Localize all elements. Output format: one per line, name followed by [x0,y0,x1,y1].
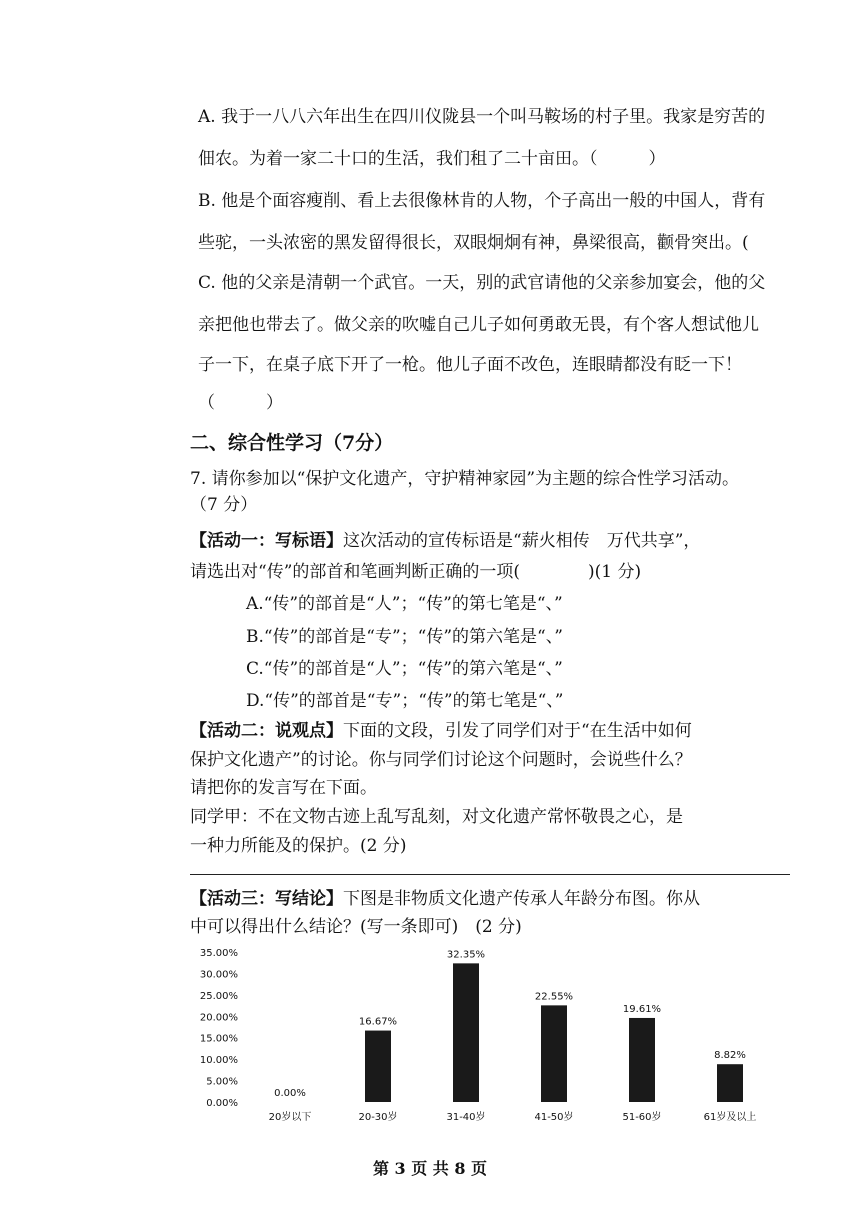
activity-3-text-1: 下图是非物质文化遗产传承人年龄分布图。你从 [343,889,700,909]
activity-2-text-3: 请把你的发言写在下面。 [190,778,377,798]
activity-2-text-1: 下面的文段，引发了同学们对于“在生活中如何 [343,721,692,741]
bar-value-label: 22.55% [534,991,574,1003]
bar-value-label: 0.00% [274,1088,306,1099]
option-d[interactable]: D.“传”的部首是“专”；“传”的第七笔是“、” [246,691,564,711]
x-tick-label: 41-50岁 [534,1112,574,1123]
option-a[interactable]: A.“传”的部首是“人”；“传”的第七笔是“、” [246,594,563,614]
divider-rule [190,874,790,875]
option-b[interactable]: B.“传”的部首是“专”；“传”的第六笔是“、” [246,627,563,647]
x-tick-label: 51-60岁 [622,1112,662,1123]
bar [453,963,479,1102]
x-tick-label: 31-40岁 [446,1112,486,1123]
y-tick-label: 0.00% [206,1098,238,1109]
y-tick-label: 30.00% [199,969,238,981]
passage-b-line-1: B. 他是个面容瘦削、看上去很像林肯的人物，个子高出一般的中国人，背有 [198,191,766,211]
bar [629,1018,655,1102]
passage-c-line-1: C. 他的父亲是清朝一个武官。一天，别的武官请他的父亲参加宴会，他的父 [198,273,766,293]
student-answer-line-1: 同学甲：不在文物古迹上乱写乱刻，对文化遗产常怀敬畏之心，是 [190,807,683,827]
bar-value-label: 32.35% [446,949,486,961]
activity-2-text-2: 保护文化遗产”的讨论。你与同学们讨论这个问题时，会说些什么？ [190,750,692,770]
y-tick-label: 15.00% [199,1033,238,1045]
section-title: 二、综合性学习（7分） [190,432,394,454]
passage-b-line-2: 些驼，一头浓密的黑发留得很长，双眼炯炯有神，鼻梁很高，颧骨突出。( [198,233,749,253]
activity-3-text-2: 中可以得出什么结论？(写一条即可) (2 分) [190,917,522,937]
bar [541,1005,567,1102]
y-tick-label: 5.00% [206,1076,238,1088]
bar-value-label: 16.67% [358,1016,398,1028]
activity-1-header: 【活动一：写标语】 [190,531,343,551]
bar-value-label: 8.82% [714,1050,746,1062]
activity-1-text-1: 这次活动的宣传标语是“薪火相传 万代共享”， [343,531,701,551]
bar [365,1031,391,1102]
passage-c-line-2: 亲把他也带去了。做父亲的吹嘘自己儿子如何勇敢无畏，有个客人想试他儿 [198,315,759,335]
age-distribution-chart [190,942,770,1132]
passage-a-line-2: 佃农。为着一家二十口的生活，我们租了二十亩田。（ ） [198,149,666,169]
activity-3-line-1 [190,888,700,910]
y-tick-label: 10.00% [199,1055,238,1067]
bar [717,1064,743,1102]
question-7-line-1: 7. 请你参加以“保护文化遗产，守护精神家园”为主题的综合性学习活动。 [190,469,740,489]
passage-c-answer-blank[interactable]: （ ） [198,393,283,413]
student-answer-line-2: 一种力所能及的保护。(2 分) [190,836,407,856]
y-tick-label: 35.00% [199,948,238,959]
y-tick-label: 20.00% [199,1012,238,1024]
option-c[interactable]: C.“传”的部首是“人”；“传”的第六笔是“、” [246,659,563,679]
question-7-line-2: （7 分） [190,495,258,515]
passage-a-line-1: A. 我于一八八六年出生在四川仪陇县一个叫马鞍场的村子里。我家是穷苦的 [198,107,766,127]
page-footer: 第 3 页 共 8 页 [372,1159,488,1178]
x-tick-label: 61岁及以上 [703,1112,757,1123]
activity-1-text-2: 请选出对“传”的部首和笔画判断正确的一项( )(1 分) [190,562,642,582]
activity-2-header: 【活动二：说观点】 [190,721,343,741]
passage-c-line-3: 子一下，在桌子底下开了一枪。他儿子面不改色，连眼睛都没有眨一下！ [198,355,742,375]
activity-3-header: 【活动三：写结论】 [190,889,343,909]
x-tick-label: 20岁以下 [268,1112,312,1123]
activity-1-line-1 [190,530,700,552]
activity-2-line-1 [190,720,692,742]
y-tick-label: 25.00% [199,990,238,1002]
x-tick-label: 20-30岁 [358,1112,398,1123]
bar-value-label: 19.61% [622,1003,662,1015]
